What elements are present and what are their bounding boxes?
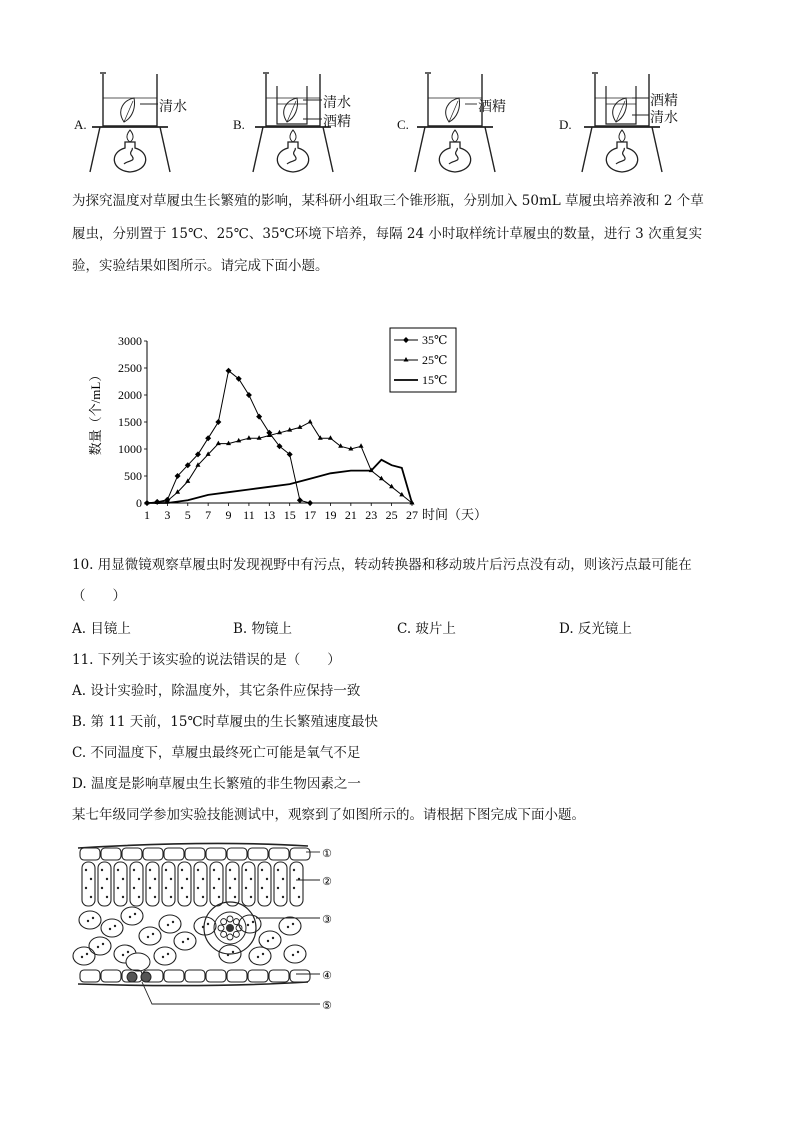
data-point — [216, 441, 221, 446]
xylem-cell — [221, 931, 227, 937]
xylem-cell — [227, 934, 233, 940]
chloroplast — [87, 920, 89, 922]
q10-option-a[interactable]: A. 目镜上 — [72, 621, 131, 637]
chloroplast — [167, 924, 169, 926]
chloroplast — [90, 896, 92, 898]
x-tick-label: 9 — [225, 508, 232, 522]
chloroplast — [187, 938, 189, 940]
chloroplast — [90, 878, 92, 880]
x-tick-label: 7 — [205, 508, 212, 522]
apparatus-letter-c: C. — [397, 117, 409, 132]
leaf-svg — [70, 836, 360, 1021]
epidermis-cell — [185, 848, 205, 860]
data-point — [215, 419, 221, 425]
spongy-cell — [174, 932, 196, 950]
chloroplast — [149, 887, 151, 889]
chloroplast — [85, 869, 87, 871]
lower-epidermis-cell — [269, 970, 289, 982]
chloroplast — [147, 936, 149, 938]
spongy-cell — [79, 911, 101, 929]
chloroplast — [165, 887, 167, 889]
epidermis-cell — [227, 848, 247, 860]
x-tick-label: 17 — [304, 508, 317, 522]
chloroplast — [252, 921, 254, 923]
chloroplast — [197, 869, 199, 871]
q10-option-d[interactable]: D. 反光镜上 — [559, 621, 632, 637]
chloroplast — [234, 896, 236, 898]
y-tick-label: 0 — [136, 496, 142, 510]
lower-epidermis-cell — [227, 970, 247, 982]
x-tick-label: 27 — [406, 508, 418, 522]
chloroplast — [266, 878, 268, 880]
chloroplast — [234, 878, 236, 880]
vein-core — [226, 924, 234, 932]
apparatus-c — [415, 73, 495, 172]
chloroplast — [122, 878, 124, 880]
x-tick-label: 11 — [243, 508, 255, 522]
palisade-cell — [210, 862, 223, 906]
chloroplast — [257, 956, 259, 958]
population-chart — [80, 318, 540, 533]
epidermis-cell — [143, 848, 163, 860]
q10-stem-line-2: （ ） — [72, 588, 126, 604]
spongy-cell — [101, 919, 123, 937]
apparatus-d-label-2: 清水 — [650, 110, 678, 126]
chart-svg — [80, 318, 540, 533]
chloroplast — [277, 887, 279, 889]
intro-line-2: 履虫，分别置于 15℃、25℃、35℃环境下培养，每隔 24 小时取样统计草履虫的数量，进行 3 次重复实 — [72, 226, 703, 242]
spongy-cell — [159, 915, 181, 933]
tripod-leg — [652, 127, 662, 172]
spongy-cell — [249, 947, 271, 965]
outer-beaker — [103, 74, 157, 126]
legend-entry: 35℃ — [422, 333, 448, 347]
alcohol-lamp — [606, 142, 637, 172]
apparatus-letter-d: D. — [559, 117, 572, 132]
spongy-cell — [139, 927, 161, 945]
chloroplast — [247, 924, 249, 926]
chloroplast — [298, 896, 300, 898]
data-point — [256, 414, 262, 420]
lower-epidermis-cell — [290, 970, 310, 982]
xylem-cell — [218, 925, 224, 931]
chloroplast — [297, 951, 299, 953]
chloroplast — [229, 869, 231, 871]
chloroplast — [133, 869, 135, 871]
chloroplast — [245, 887, 247, 889]
tripod-leg — [323, 127, 333, 172]
tripod-leg — [160, 127, 170, 172]
chloroplast — [154, 896, 156, 898]
q10-stem-line-1: 10. 用显微镜观察草履虫时发现视野中有污点，转动转换器和移动玻片后污点没有动，则该污点最可能在 — [72, 557, 692, 573]
palisade-cell — [194, 862, 207, 906]
xylem-cell — [221, 919, 227, 925]
chloroplast — [266, 896, 268, 898]
tripod-leg — [253, 127, 263, 172]
apparatus-d-label-1: 酒精 — [650, 93, 678, 109]
chloroplast — [245, 869, 247, 871]
q11-option-a[interactable]: A. 设计实验时，除温度外，其它条件应保持一致 — [72, 683, 361, 699]
chloroplast — [165, 869, 167, 871]
apparatus-b-label-2: 酒精 — [323, 114, 351, 130]
palisade-cell — [130, 862, 143, 906]
chloroplast — [170, 878, 172, 880]
chloroplast — [86, 953, 88, 955]
chloroplast — [106, 896, 108, 898]
y-tick-label: 3000 — [118, 334, 142, 348]
apparatus-b — [253, 73, 333, 172]
apparatus-letter-a: A. — [74, 117, 87, 132]
chloroplast — [127, 951, 129, 953]
apparatus-a — [90, 73, 170, 172]
chloroplast — [292, 923, 294, 925]
chloroplast — [101, 887, 103, 889]
chloroplast — [167, 953, 169, 955]
chloroplast — [138, 878, 140, 880]
q10-option-c[interactable]: C. 玻片上 — [397, 621, 456, 637]
chloroplast — [213, 887, 215, 889]
chloroplast — [106, 878, 108, 880]
chloroplast — [261, 869, 263, 871]
x-tick-label: 1 — [144, 508, 150, 522]
outer-beaker — [428, 74, 482, 126]
palisade-cell — [98, 862, 111, 906]
palisade-cell — [274, 862, 287, 906]
epidermis-cell — [206, 848, 226, 860]
air-space — [126, 953, 150, 971]
epidermis-cell — [164, 848, 184, 860]
lower-epidermis-cell — [185, 970, 205, 982]
chloroplast — [172, 921, 174, 923]
x-tick-label: 3 — [164, 508, 171, 522]
spongy-cell — [154, 947, 176, 965]
xylem-cell — [233, 919, 239, 925]
y-tick-label: 1000 — [118, 442, 142, 456]
flame-icon — [452, 130, 458, 142]
q11-option-c[interactable]: C. 不同温度下，草履虫最终死亡可能是氧气不足 — [72, 745, 361, 761]
epidermis-cell — [290, 848, 310, 860]
chloroplast — [293, 887, 295, 889]
palisade-cell — [114, 862, 127, 906]
chloroplast — [122, 954, 124, 956]
tripod-leg — [90, 127, 100, 172]
xylem-cell — [227, 916, 233, 922]
chloroplast — [154, 878, 156, 880]
epidermis-cell — [269, 848, 289, 860]
legend-entry: 15℃ — [422, 373, 448, 387]
epidermis-cell — [122, 848, 142, 860]
lower-epidermis-cell — [101, 970, 121, 982]
x-tick-label: 19 — [324, 508, 337, 522]
tripod-leg — [415, 127, 425, 172]
x-tick-label: 23 — [365, 508, 378, 522]
chloroplast — [293, 869, 295, 871]
spongy-cell — [259, 931, 281, 949]
leaf-structure-label: ④ — [322, 969, 332, 982]
alcohol-lamp — [277, 142, 308, 172]
leaf-cross-section — [70, 836, 360, 1021]
flame-icon — [127, 130, 133, 142]
spongy-cell — [279, 917, 301, 935]
x-tick-label: 13 — [263, 508, 276, 522]
chloroplast — [282, 878, 284, 880]
chloroplast — [213, 869, 215, 871]
flame-icon — [619, 130, 625, 142]
data-point — [246, 435, 251, 440]
chloroplast — [114, 925, 116, 927]
lower-epidermis-cell — [248, 970, 268, 982]
palisade-cell — [258, 862, 271, 906]
chloroplast — [138, 896, 140, 898]
epidermis-cell — [80, 848, 100, 860]
chloroplast — [262, 953, 264, 955]
palisade-cell — [162, 862, 175, 906]
palisade-cell — [146, 862, 159, 906]
data-point — [389, 484, 394, 489]
leaf-intro: 某七年级同学参加实验技能测试中，观察到了如图所示的。请根据下图完成下面小题。 — [72, 807, 585, 823]
chloroplast — [170, 896, 172, 898]
q11-option-b[interactable]: B. 第 11 天前，15℃时草履虫的生长繁殖速度最快 — [72, 714, 379, 730]
chloroplast — [85, 887, 87, 889]
palisade-cell — [178, 862, 191, 906]
tripod-leg — [582, 127, 592, 172]
leaf-structure-label: ③ — [322, 913, 332, 926]
chloroplast — [149, 869, 151, 871]
xylem-cell — [233, 931, 239, 937]
spongy-cell — [284, 945, 306, 963]
data-point — [308, 419, 313, 424]
chloroplast — [134, 913, 136, 915]
chloroplast — [292, 954, 294, 956]
chloroplast — [181, 869, 183, 871]
wick — [616, 148, 625, 164]
wick — [124, 148, 133, 164]
alcohol-lamp — [439, 142, 470, 172]
chloroplast — [97, 946, 99, 948]
data-point — [338, 443, 343, 448]
palisade-cell — [290, 862, 303, 906]
palisade-cell — [242, 862, 255, 906]
chloroplast — [250, 878, 252, 880]
chloroplast — [102, 943, 104, 945]
guard-cell — [141, 972, 151, 982]
epidermis-cell — [248, 848, 268, 860]
chloroplast — [207, 923, 209, 925]
chloroplast — [218, 896, 220, 898]
q10-option-b[interactable]: B. 物镜上 — [233, 621, 293, 637]
x-tick-label: 15 — [283, 508, 296, 522]
y-tick-label: 1500 — [118, 415, 142, 429]
outer-beaker — [595, 74, 649, 126]
alcohol-lamp — [114, 142, 145, 172]
chloroplast — [277, 869, 279, 871]
data-point — [297, 497, 303, 503]
chloroplast — [282, 896, 284, 898]
chloroplast — [287, 926, 289, 928]
data-point — [307, 500, 313, 506]
x-tick-label: 25 — [385, 508, 398, 522]
chloroplast — [122, 896, 124, 898]
data-point — [205, 435, 211, 441]
chloroplast — [267, 940, 269, 942]
data-point — [246, 392, 252, 398]
chloroplast — [232, 951, 234, 953]
palisade-cell — [82, 862, 95, 906]
chloroplast — [181, 887, 183, 889]
palisade-cell — [226, 862, 239, 906]
chloroplast — [162, 956, 164, 958]
leaf-structure-label: ① — [322, 847, 332, 860]
chloroplast — [152, 933, 154, 935]
chloroplast — [117, 869, 119, 871]
spongy-cell — [73, 947, 95, 965]
apparatus-a-label-1: 清水 — [159, 99, 187, 115]
spongy-cell — [89, 937, 111, 955]
chloroplast — [101, 869, 103, 871]
chloroplast — [250, 896, 252, 898]
lower-epidermis-cell — [164, 970, 184, 982]
chloroplast — [261, 887, 263, 889]
flame-icon — [290, 130, 296, 142]
intro-line-3: 验，实验结果如图所示。请完成下面小题。 — [72, 258, 329, 274]
y-tick-label: 2500 — [118, 361, 142, 375]
chloroplast — [229, 887, 231, 889]
chloroplast — [202, 878, 204, 880]
apparatus-b-label-1: 清水 — [323, 95, 351, 111]
data-point — [359, 443, 364, 448]
leaf-structure-label: ② — [322, 875, 332, 888]
tripod-leg — [485, 127, 495, 172]
wick — [287, 148, 296, 164]
chloroplast — [129, 916, 131, 918]
chloroplast — [133, 887, 135, 889]
chloroplast — [81, 956, 83, 958]
y-tick-label: 500 — [124, 469, 142, 483]
chloroplast — [218, 878, 220, 880]
x-tick-label: 5 — [184, 508, 191, 522]
apparatus-c-label-1: 酒精 — [478, 99, 506, 115]
upper-cuticle — [78, 843, 308, 848]
chloroplast — [186, 878, 188, 880]
epidermis-cell — [101, 848, 121, 860]
lower-epidermis-cell — [206, 970, 226, 982]
chloroplast — [109, 928, 111, 930]
series-line — [147, 371, 310, 503]
q11-option-d[interactable]: D. 温度是影响草履虫生长繁殖的非生物因素之一 — [72, 776, 361, 792]
wick — [449, 148, 458, 164]
legend-entry: 25℃ — [422, 353, 448, 367]
chloroplast — [182, 941, 184, 943]
x-axis-label: 时间（天） — [422, 507, 488, 522]
q11-stem: 11. 下列关于该实验的说法错误的是（ ） — [72, 652, 341, 668]
chloroplast — [197, 887, 199, 889]
x-tick-label: 21 — [344, 508, 357, 522]
chloroplast — [186, 896, 188, 898]
leaf-structure-label: ⑤ — [322, 999, 332, 1012]
data-point — [328, 435, 333, 440]
chloroplast — [272, 937, 274, 939]
intro-line-1: 为探究温度对草履虫生长繁殖的影响，某科研小组取三个锥形瓶，分别加入 50mL 草履虫培养液和 2 个草 — [72, 193, 704, 209]
spongy-cell — [121, 907, 143, 925]
apparatus-letter-b: B. — [233, 117, 245, 132]
lower-epidermis-cell — [80, 970, 100, 982]
chloroplast — [92, 917, 94, 919]
y-axis-label: 数量（个/mL） — [88, 368, 103, 456]
chloroplast — [117, 887, 119, 889]
guard-cell — [127, 972, 137, 982]
data-point — [399, 492, 404, 497]
data-point — [379, 476, 384, 481]
chloroplast — [202, 896, 204, 898]
y-tick-label: 2000 — [118, 388, 142, 402]
